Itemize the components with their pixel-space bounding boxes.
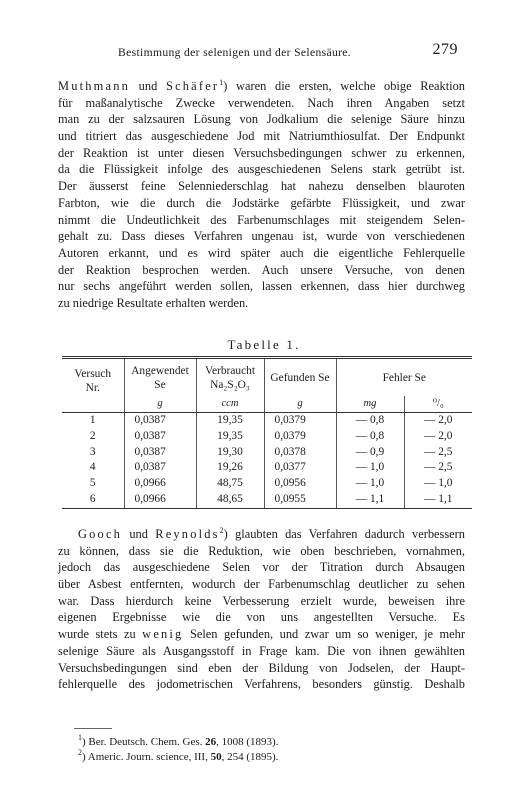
table-cell: 0,0387: [124, 413, 196, 429]
author-name: Reynolds: [155, 527, 220, 541]
footnote-rule: [74, 728, 112, 729]
table-cell: 0,0387: [124, 460, 196, 476]
text-line: Autoren erkannt, und es wird später auch die eigentliche Fehlerquelle: [58, 245, 465, 260]
table-cell: 0,0378: [264, 445, 336, 461]
text-line: Versuchsbedingungen sind eben der Bildung von Jodselen, der Haupt-: [58, 660, 465, 675]
text-line: [58, 78, 465, 95]
table-cell: 0,0387: [124, 445, 196, 461]
footnote-text: , 254 (1895).: [221, 750, 279, 763]
table-cell: — 1,0: [404, 476, 472, 492]
header-angewendet: [124, 358, 196, 397]
unit-cell: ccm: [196, 396, 264, 413]
text-line: fehlerquelle des jodometrischen Verfahrens, besonders günstig. Deshalb: [58, 677, 465, 692]
text-line: [58, 526, 465, 543]
volume-number: 50: [210, 750, 222, 763]
table-row: [62, 445, 472, 461]
footnotes: [78, 735, 458, 764]
table-cell: 0,0966: [124, 476, 196, 492]
page-number: 279: [432, 41, 458, 58]
unit-cell: g: [124, 396, 196, 413]
emphasis-word: wenig: [142, 627, 184, 642]
table-row: [62, 429, 472, 445]
unit-cell: ⁰/₀: [404, 396, 472, 413]
table-cell: 2: [89, 429, 96, 442]
table-cell: — 1,1: [336, 492, 404, 508]
text-segment: und: [129, 79, 166, 93]
table-row: [62, 492, 472, 508]
author-name: Schäfer: [165, 79, 220, 93]
unit-cell: g: [264, 396, 336, 413]
text-line: [58, 626, 465, 643]
table-cell: 1: [89, 414, 96, 426]
header-verbraucht-line1: Verbraucht: [205, 364, 255, 377]
text-segment: Selen gefunden, und zwar um so weniger, je mehr: [183, 627, 466, 642]
table-cell: — 2,5: [404, 460, 472, 476]
footnote-text: , 1008 (1893).: [216, 736, 279, 748]
paragraph-muthmann: [58, 78, 465, 312]
table-cell: 19,30: [196, 445, 264, 461]
text-line: selenige Säure als Ausgangsstoff in Frage kam. Die von ihnen gewählten: [58, 643, 465, 658]
table-cell: — 2,5: [404, 445, 472, 461]
text-line: Der äusserst feine Selenniederschlag hat nahezu denselben blauroten: [58, 179, 465, 194]
text-line: gehalt zu. Dass dieses Verfahren ungenau ist, wurde von verschiedenen: [58, 229, 465, 244]
text-line: der Reaktion ist unter diesen Versuchsbedingungen schwer zu erkennen,: [58, 145, 465, 160]
header-versuch-line1: Versuch: [74, 368, 112, 380]
text-line: nur sechs angeführt werden sollen, lassen erkennen, dass hier durchweg: [58, 279, 465, 294]
table-cell: 0,0956: [264, 476, 336, 492]
footnote-marker: 2: [219, 526, 224, 535]
header-verbraucht-line2: Na₂S₂O₃: [210, 378, 250, 391]
header-angewendet-line1: Angewendet: [131, 364, 189, 377]
table-cell: 3: [89, 445, 96, 458]
text-line: man zu der salzsauren Lösung von Jodkalium die selenige Säure hinzu: [58, 112, 465, 127]
table-cell: 19,26: [196, 460, 264, 476]
text-line: der Reaktion besprochen werden. Auch unsere Versuche, von denen: [58, 262, 465, 277]
volume-number: 26: [205, 736, 217, 748]
table-cell: 5: [89, 477, 96, 490]
text-line: jedoch das ausgeschiedene Selen vor der Titration durch Absaugen: [58, 560, 465, 575]
table-cell: 48,75: [196, 476, 264, 492]
table-cell: — 0,9: [336, 445, 404, 461]
table-cell: 0,0379: [264, 429, 336, 445]
text-line: Farbton, wie die durch die Jodstärke gefärbte Flüssigkeit, und zwar: [58, 195, 465, 210]
table-cell: — 1,0: [336, 476, 404, 492]
table-cell: — 2,0: [404, 413, 472, 429]
text-segment: ) glaubten das Verfahren dadurch verbessern: [223, 527, 466, 541]
table-cell: 48,65: [196, 492, 264, 508]
author-name: Muthmann: [58, 79, 130, 93]
units-row: [62, 396, 472, 413]
footnote-marker: 2: [78, 747, 82, 757]
table-cell: 0,0379: [264, 413, 336, 429]
footnote-text: ) Ber. Deutsch. Chem. Ges.: [82, 736, 206, 748]
table-cell: — 1,1: [404, 492, 472, 508]
header-gefunden: Gefunden Se: [264, 358, 336, 397]
text-line: nimmt die Undeutlichkeit des Farbenumschlages mit steigendem Selen-: [58, 212, 465, 227]
table-cell: — 1,0: [336, 460, 404, 476]
table-cell: 0,0966: [124, 492, 196, 508]
text-line: und titriert das ausgeschiedene Jod mit Natriumthiosulfat. Der Endpunkt: [58, 129, 465, 144]
header-angewendet-line2: Se: [154, 378, 166, 391]
table-cell: 6: [62, 492, 124, 508]
author-name: Gooch: [78, 527, 123, 541]
table-row: [62, 476, 472, 492]
running-header: [58, 41, 458, 61]
text-line: für maßanalytische Zwecke verwendeten. Nach ihren Angaben setzt: [58, 95, 465, 110]
header-fehler: Fehler Se: [336, 358, 472, 397]
footnote: [78, 735, 458, 750]
text-segment: und: [122, 527, 156, 541]
table-row: [62, 413, 472, 429]
text-segment: ) waren die ersten, welche obige Reaktion: [223, 79, 466, 93]
text-line: zu können, dass sie die Reduktion, wie oben beschrieben, vornahmen,: [58, 543, 465, 558]
results-table: [62, 356, 472, 509]
header-versuch-line2: Nr.: [85, 382, 100, 394]
header-versuch: [62, 358, 124, 397]
text-line: über Asbest entfernten, wodurch der Farbenumschlag deutlicher zu sehen: [58, 577, 465, 592]
text-line: eigenen Ergebnisse wie die von uns angestellten Versuche. Es: [58, 610, 465, 625]
table-cell: — 0,8: [336, 429, 404, 445]
table-cell: 4: [89, 461, 96, 474]
table-row: [62, 460, 472, 476]
table-title: Tabelle 1.: [227, 337, 301, 352]
table-cell: 0,0377: [264, 460, 336, 476]
table-cell: — 2,0: [404, 429, 472, 445]
unit-cell: [62, 396, 124, 413]
text-line: war. Dass hierdurch keine Verbesserung erzielt wurde, beweisen ihre: [58, 593, 465, 608]
table-cell: 0,0955: [264, 492, 336, 508]
footnote-marker: 1: [78, 733, 82, 742]
footnote-text: ) Americ. Journ. science, III,: [82, 750, 211, 763]
table-cell: 0,0387: [124, 429, 196, 445]
unit-cell: mg: [336, 396, 404, 413]
header-verbraucht: [196, 358, 264, 397]
footnote-marker: 1: [219, 78, 224, 87]
running-title: Bestimmung der selenigen und der Selensäure.: [118, 46, 352, 59]
table-cell: — 0,8: [336, 413, 404, 429]
table-cell: 19,35: [196, 429, 264, 445]
footnote: [78, 747, 458, 765]
paragraph-gooch: [58, 526, 465, 693]
text-segment: wurde stets zu: [58, 627, 143, 642]
text-line: zu niedrige Resultate erhalten werden.: [58, 295, 249, 310]
table-cell: 19,35: [196, 413, 264, 429]
text-line: da die Flüssigkeit infolge des ausgeschiedenen Selens stark getrübt ist.: [58, 162, 465, 177]
